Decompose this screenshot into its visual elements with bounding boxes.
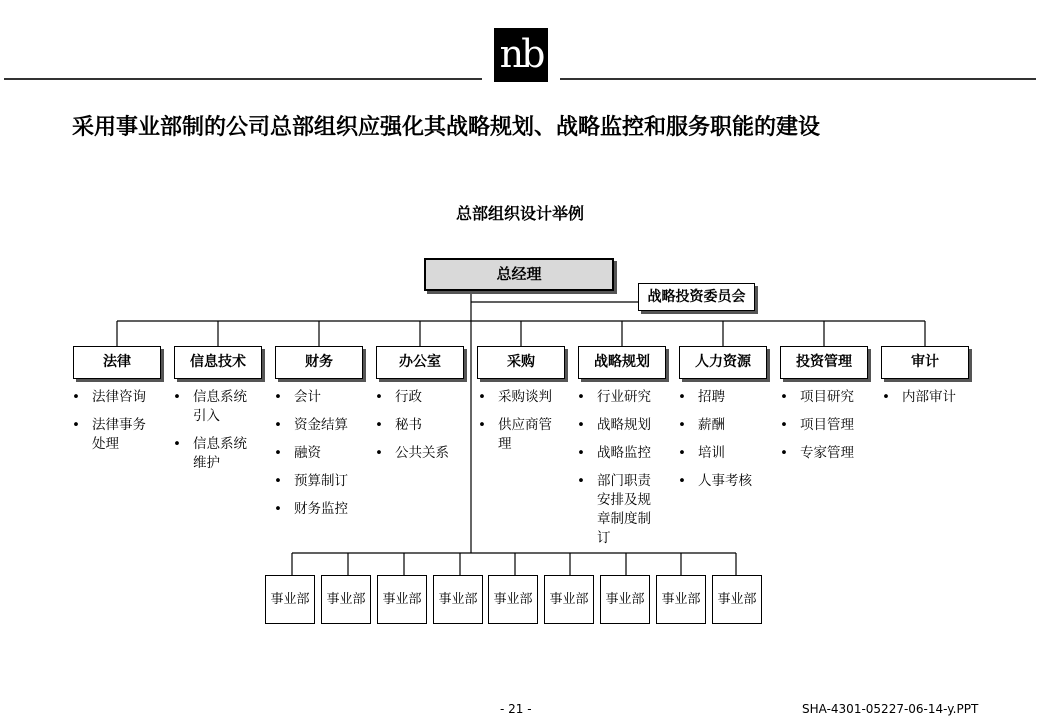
business-unit-box: 事业部 [433, 575, 483, 624]
function-item: • 项目研究 [780, 388, 876, 407]
dept-functions-legal [72, 388, 168, 463]
function-item: • 法律咨询 [72, 388, 168, 407]
function-item: • 招聘 [678, 388, 774, 407]
business-unit-box: 事业部 [544, 575, 594, 624]
dept-functions-investment [780, 388, 876, 472]
function-item: • 战略规划 [577, 416, 673, 435]
function-item: • 采购谈判 [478, 388, 574, 407]
business-unit-box: 事业部 [600, 575, 650, 624]
function-item: • 人事考核 [678, 472, 774, 491]
dept-box-strategy: 战略规划 [578, 346, 666, 379]
dept-functions-it [173, 388, 269, 482]
business-unit-box: 事业部 [656, 575, 706, 624]
logo-text: nb [499, 32, 543, 76]
business-unit-box: 事业部 [712, 575, 762, 624]
dept-box-legal: 法律 [73, 346, 161, 379]
function-item: • 融资 [274, 444, 370, 463]
function-item: • 预算制订 [274, 472, 370, 491]
function-item: • 信息系统引入 [173, 388, 253, 426]
dept-functions-hr [678, 388, 774, 500]
dept-functions-procurement [478, 388, 574, 463]
business-unit-box: 事业部 [377, 575, 427, 624]
function-item: • 部门职责安排及规章制度制订 [577, 472, 657, 548]
dept-box-procurement: 采购 [477, 346, 565, 379]
business-unit-box: 事业部 [488, 575, 538, 624]
dept-functions-strategy [577, 388, 673, 557]
document-id: SHA-4301-05227-06-14-y.PPT [802, 702, 979, 716]
function-item: • 内部审计 [882, 388, 978, 407]
function-item: • 行业研究 [577, 388, 673, 407]
function-item: • 信息系统维护 [173, 435, 253, 473]
dept-box-finance: 财务 [275, 346, 363, 379]
dept-box-it: 信息技术 [174, 346, 262, 379]
function-item: • 薪酬 [678, 416, 774, 435]
function-item: • 供应商管理 [478, 416, 560, 454]
dept-box-audit: 审计 [881, 346, 969, 379]
dept-box-hr: 人力资源 [679, 346, 767, 379]
committee-box: 战略投资委员会 [638, 283, 755, 311]
function-item: • 专家管理 [780, 444, 876, 463]
dept-functions-office [375, 388, 471, 472]
function-item: • 培训 [678, 444, 774, 463]
dept-functions-finance [274, 388, 370, 528]
function-item: • 资金结算 [274, 416, 370, 435]
function-item: • 会计 [274, 388, 370, 407]
function-item: • 战略监控 [577, 444, 673, 463]
diagram-title: 总部组织设计举例 [455, 204, 584, 223]
ceo-box: 总经理 [424, 258, 614, 291]
page-number: - 21 - [500, 702, 532, 716]
function-item: • 秘书 [375, 416, 471, 435]
dept-box-office: 办公室 [376, 346, 464, 379]
dept-box-investment: 投资管理 [780, 346, 868, 379]
function-item: • 财务监控 [274, 500, 370, 519]
function-item: • 项目管理 [780, 416, 876, 435]
dept-functions-audit [882, 388, 978, 416]
function-item: • 法律事务处理 [72, 416, 152, 454]
function-item: • 行政 [375, 388, 471, 407]
business-unit-box: 事业部 [321, 575, 371, 624]
business-unit-box: 事业部 [265, 575, 315, 624]
function-item: • 公共关系 [375, 444, 471, 463]
slide-title: 采用事业部制的公司总部组织应强化其战略规划、战略监控和服务职能的建设 [72, 115, 821, 140]
